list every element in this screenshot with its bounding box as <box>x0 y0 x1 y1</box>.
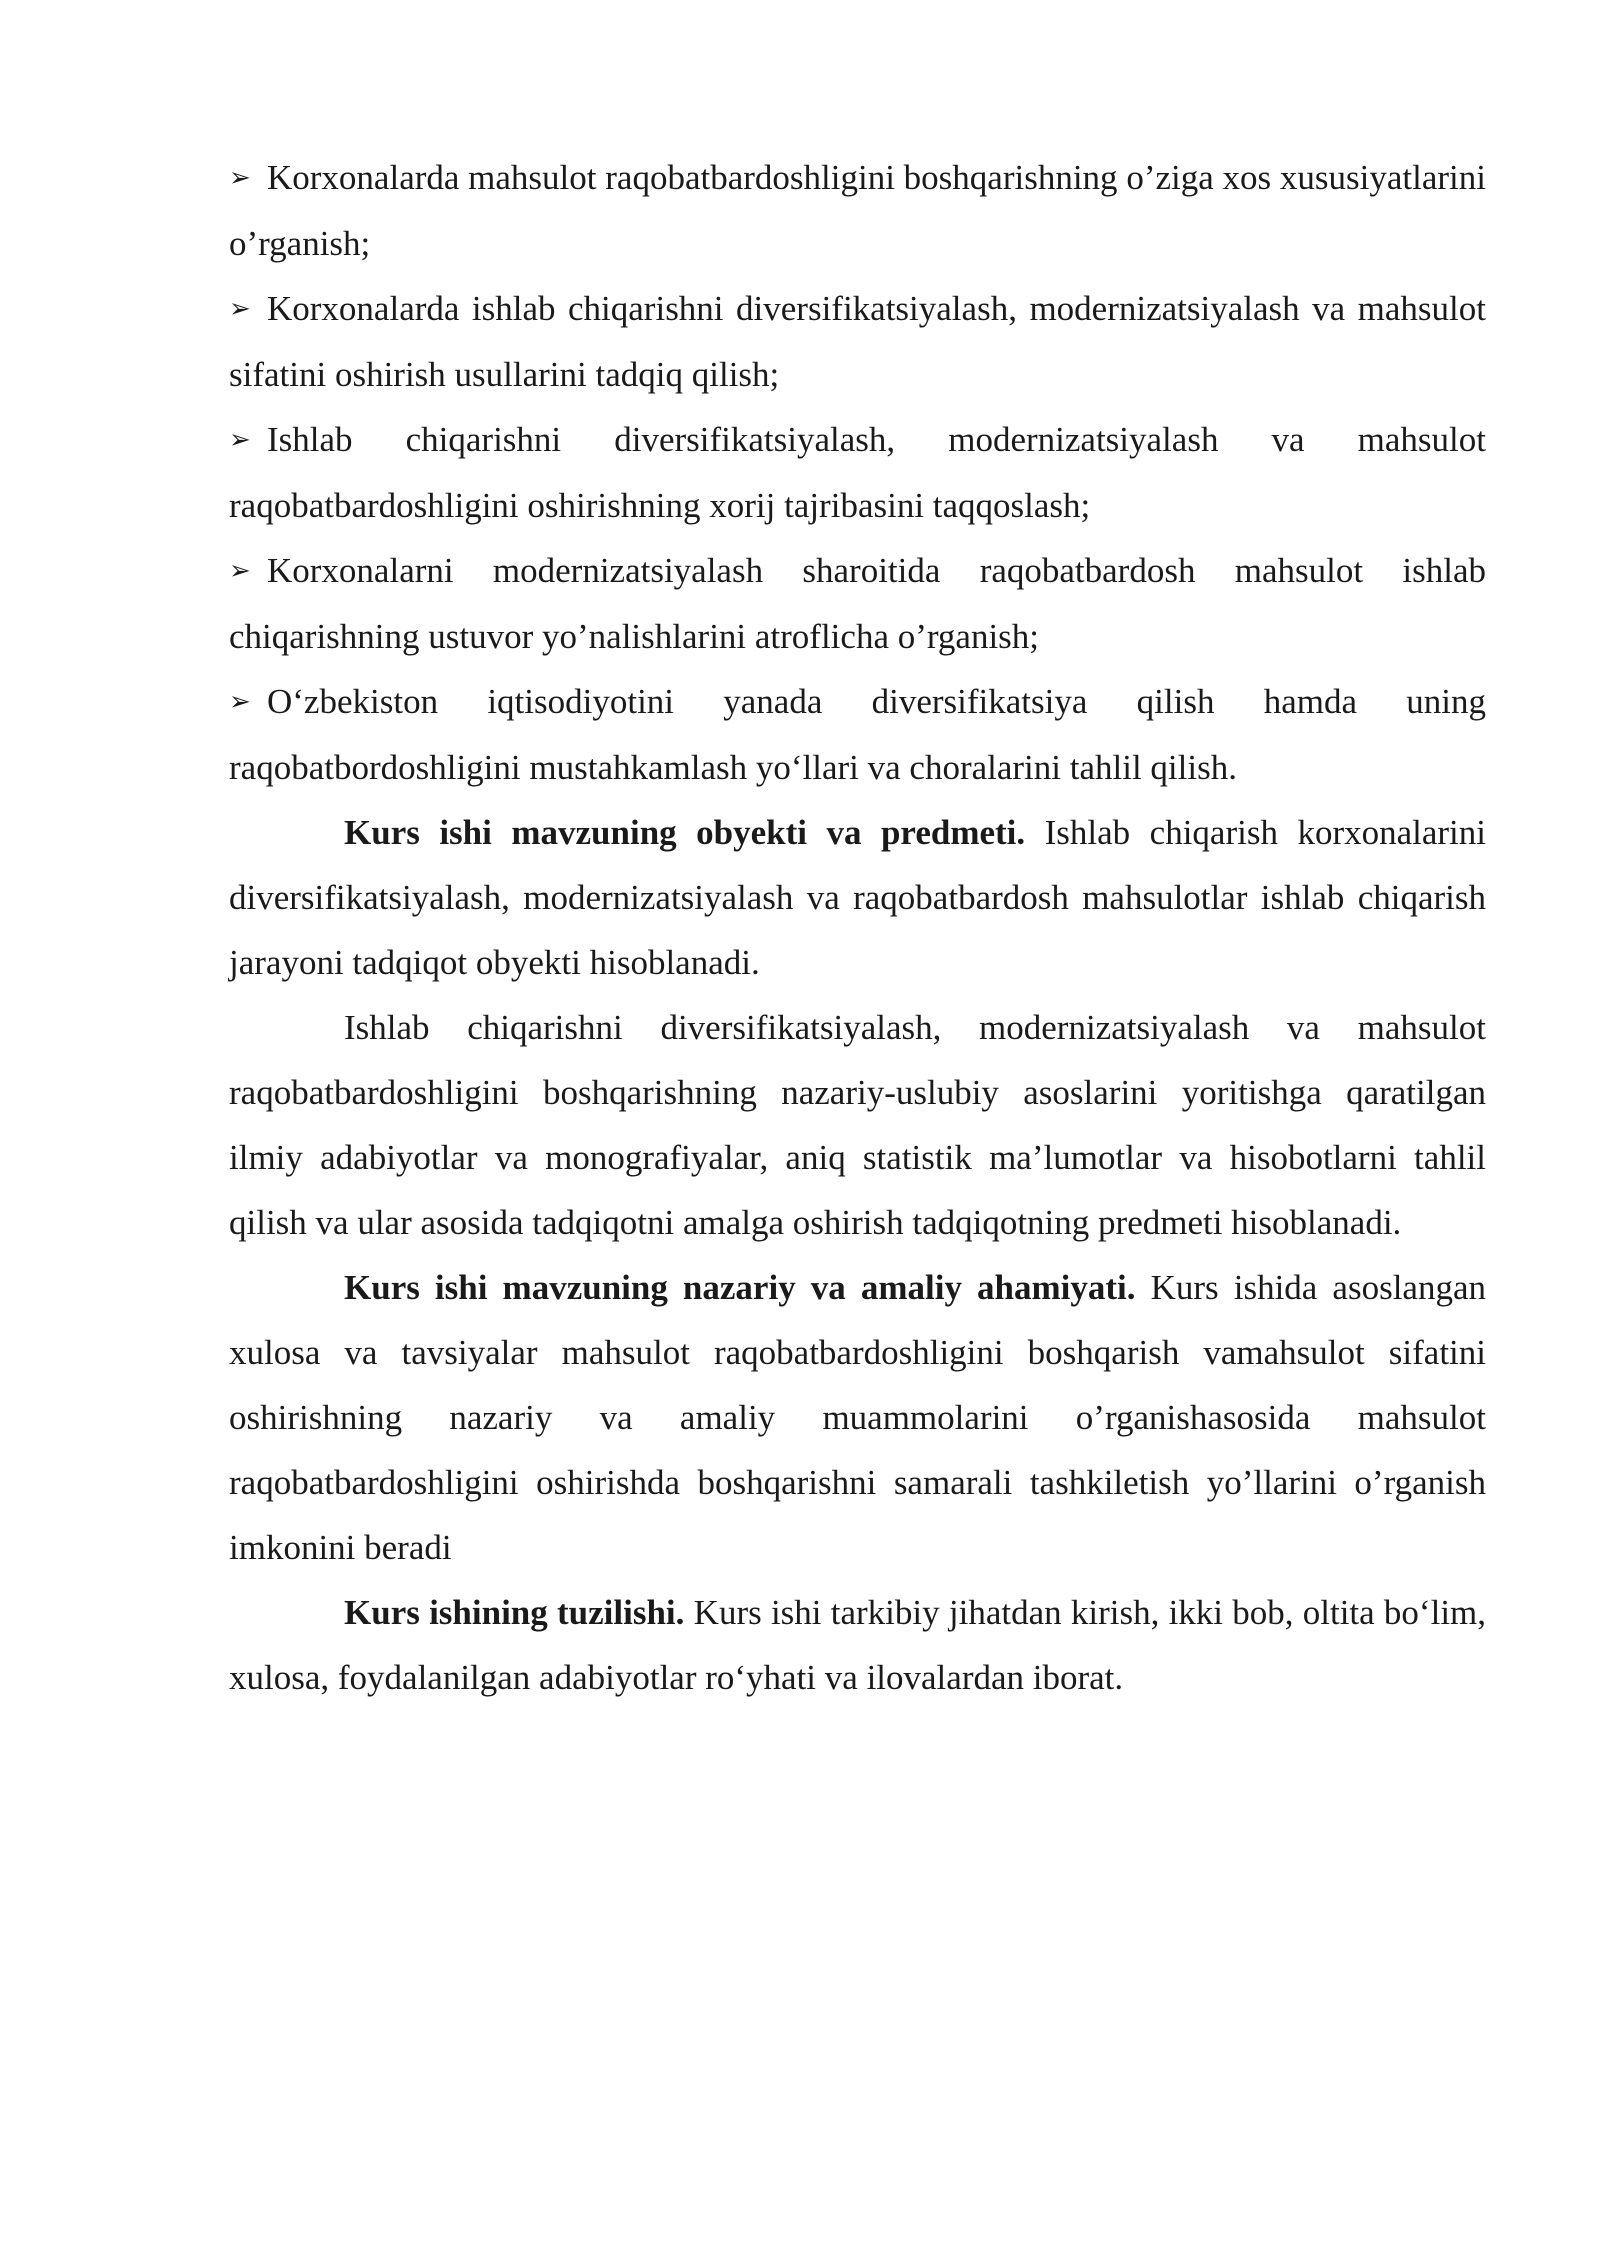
arrowhead-bullet-icon: ➢ <box>229 556 251 586</box>
bullet-text: O‘zbekiston iqtisodiyotini yanada diversifikatsiya qilish hamda uning raqobatbordoshligini mustahkamlash yo‘llari va choralarini tahlil qilish. <box>229 682 1486 787</box>
paragraph-object-subject <box>229 800 1486 995</box>
paragraph-significance <box>229 1255 1486 1580</box>
bullet-item <box>229 407 1486 538</box>
paragraph-heading: Kurs ishi mavzuning nazariy va amaliy ahamiyati. <box>344 1268 1136 1307</box>
bullet-text: Korxonalarda mahsulot raqobatbardoshligini boshqarishning o’ziga xos xususiyatlarini o’rganish; <box>229 158 1486 263</box>
paragraph-heading: Kurs ishi mavzuning obyekti va predmeti. <box>344 813 1026 852</box>
paragraph-text: Ishlab chiqarish korxonalarini diversifikatsiyalash, modernizatsiyalash va raqobatbardosh mahsulotlar ishlab chiqarish jarayoni tadqiqot obyekti hisoblanadi. <box>229 813 1486 982</box>
paragraph-structure <box>229 1580 1486 1710</box>
paragraph-heading: Kurs ishining tuzilishi. <box>344 1593 685 1632</box>
bullet-item <box>229 145 1486 276</box>
paragraph-text: Ishlab chiqarishni diversifikatsiyalash, modernizatsiyalash va mahsulot raqobatbardoshligini boshqarishning nazariy-uslubiy asoslarini yoritishga qaratilgan ilmiy adabiyotlar va monografiyalar, aniq statistik ma’lumotlar va hisobotlarni tahlil qilish va ular asosida tadqiqotni amalga oshirish tadqiqotning predmeti hisoblanadi. <box>229 1008 1486 1242</box>
paragraph-text: Kurs ishida asoslangan xulosa va tavsiyalar mahsulot raqobatbardoshligini boshqarish vamahsulot sifatini oshirishning nazariy va amaliy muammolarini o’rganishasosida mahsulot raqobatbardoshligini oshirishda boshqarishni samarali tashkiletish yo’llarini o’rganish imkonini beradi <box>229 1268 1486 1567</box>
bullet-text: Korxonalarda ishlab chiqarishni diversifikatsiyalash, modernizatsiyalash va mahsulot sifatini oshirish usullarini tadqiq qilish; <box>229 289 1486 394</box>
arrowhead-bullet-icon: ➢ <box>229 294 251 324</box>
arrowhead-bullet-icon: ➢ <box>229 163 251 193</box>
bullet-text: Ishlab chiqarishni diversifikatsiyalash, modernizatsiyalash va mahsulot raqobatbardoshligini oshirishning xorij tajribasini taqqoslash; <box>229 420 1486 525</box>
bullet-text: Korxonalarni modernizatsiyalash sharoitida raqobatbardosh mahsulot ishlab chiqarishning ustuvor yo’nalishlarini atroflicha o’rganish; <box>229 551 1486 656</box>
arrowhead-bullet-icon: ➢ <box>229 425 251 455</box>
paragraph-text: Kurs ishi tarkibiy jihatdan kirish, ikki bob, oltita bo‘lim, xulosa, foydalanilgan adabiyotlar ro‘yhati va ilovalardan iborat. <box>229 1593 1487 1697</box>
bullet-item <box>229 538 1486 669</box>
arrowhead-bullet-icon: ➢ <box>229 687 251 717</box>
bullet-item <box>229 669 1486 800</box>
paragraph-subject-description <box>229 995 1486 1255</box>
document-body <box>229 145 1486 1710</box>
bullet-item <box>229 276 1486 407</box>
